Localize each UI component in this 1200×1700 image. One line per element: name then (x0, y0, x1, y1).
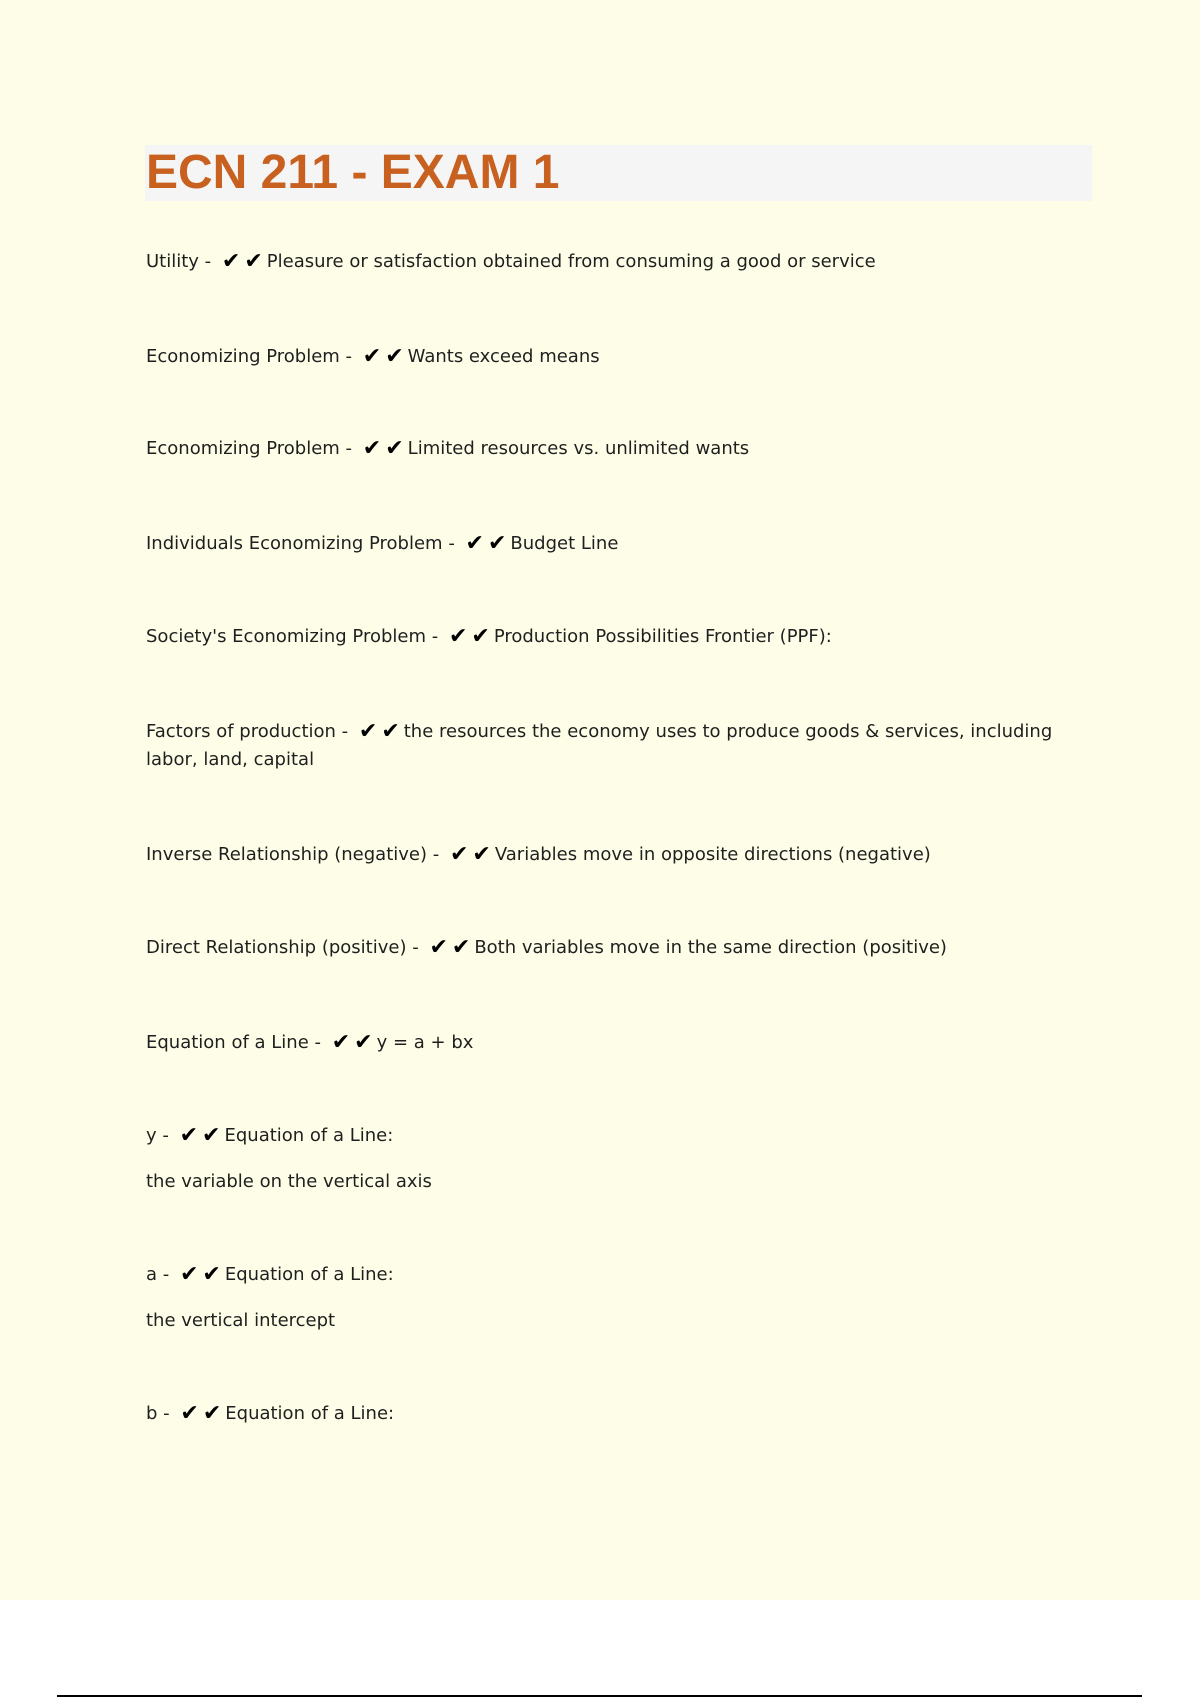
entry-definition: Equation of a Line: (224, 1264, 394, 1285)
flashcard-entry (146, 248, 1076, 276)
flashcard-entry (146, 718, 1076, 774)
check-icon: ✔ (331, 1030, 351, 1055)
flashcard-entry (146, 343, 1076, 371)
entry-term: Factors of production - (146, 721, 349, 742)
flashcard-entry (146, 841, 1076, 869)
check-icon: ✔ (487, 531, 507, 556)
flashcard-entry (146, 435, 1076, 463)
check-icon: ✔ (385, 436, 404, 461)
flashcard-entry (146, 623, 1076, 651)
check-icon: ✔ (472, 842, 491, 867)
entry-definition: Variables move in opposite directions (negative) (494, 844, 931, 865)
check-icon: ✔ (449, 842, 469, 867)
entry-term: Economizing Problem - (146, 346, 353, 367)
check-icon: ✔ (354, 1030, 373, 1055)
check-icon: ✔ (381, 719, 400, 744)
entry-detail: the variable on the vertical axis (146, 1171, 432, 1192)
entry-term: a - (146, 1264, 170, 1285)
check-icon: ✔ (180, 1401, 199, 1426)
flashcard-entry (146, 934, 1076, 962)
check-icon: ✔ (358, 719, 378, 744)
check-icon: ✔ (179, 1123, 199, 1148)
entry-definition: Production Possibilities Frontier (PPF): (493, 626, 832, 647)
check-icon: ✔ (244, 249, 263, 274)
entry-term: b - (146, 1403, 170, 1424)
entry-term: y - (146, 1125, 169, 1146)
check-icon: ✔ (179, 1262, 199, 1287)
check-icon: ✔ (429, 935, 448, 960)
document-title: ECN 211 - EXAM 1 (146, 146, 560, 199)
entry-definition: Limited resources vs. unlimited wants (407, 438, 750, 459)
flashcard-entry (146, 530, 1076, 558)
check-icon: ✔ (471, 624, 490, 649)
entry-term: Individuals Economizing Problem - (146, 533, 455, 554)
entry-definition: Wants exceed means (407, 346, 600, 367)
entry-definition: y = a + bx (376, 1032, 474, 1053)
entry-definition: Budget Line (510, 533, 619, 554)
check-icon: ✔ (451, 935, 471, 960)
flashcard-entry (146, 1261, 1076, 1335)
flashcard-entry (146, 1122, 1076, 1196)
entry-term: Society's Economizing Problem - (146, 626, 439, 647)
entry-term: Direct Relationship (positive) - (146, 937, 419, 958)
entry-detail: the vertical intercept (146, 1310, 336, 1331)
check-icon: ✔ (362, 344, 382, 369)
entry-definition: Equation of a Line: (224, 1125, 394, 1146)
entry-definition: Equation of a Line: (225, 1403, 395, 1424)
flashcard-entry (146, 1029, 1076, 1057)
check-icon: ✔ (448, 624, 468, 649)
check-icon: ✔ (202, 1123, 221, 1148)
check-icon: ✔ (202, 1262, 221, 1287)
footer-divider (57, 1695, 1142, 1697)
entry-definition: Pleasure or satisfaction obtained from consuming a good or service (266, 251, 876, 272)
check-icon: ✔ (221, 249, 241, 274)
check-icon: ✔ (465, 531, 484, 556)
entry-term: Economizing Problem - (146, 438, 353, 459)
entry-term: Utility - (146, 251, 212, 272)
check-icon: ✔ (385, 344, 404, 369)
entry-definition: the resources the economy uses to produce goods & services, including labor, land, capital (146, 721, 1053, 770)
flashcard-entry (146, 1400, 1076, 1428)
entry-term: Inverse Relationship (negative) - (146, 844, 440, 865)
check-icon: ✔ (202, 1401, 222, 1426)
check-icon: ✔ (362, 436, 382, 461)
entry-definition: Both variables move in the same direction (positive) (474, 937, 947, 958)
entry-term: Equation of a Line - (146, 1032, 321, 1053)
